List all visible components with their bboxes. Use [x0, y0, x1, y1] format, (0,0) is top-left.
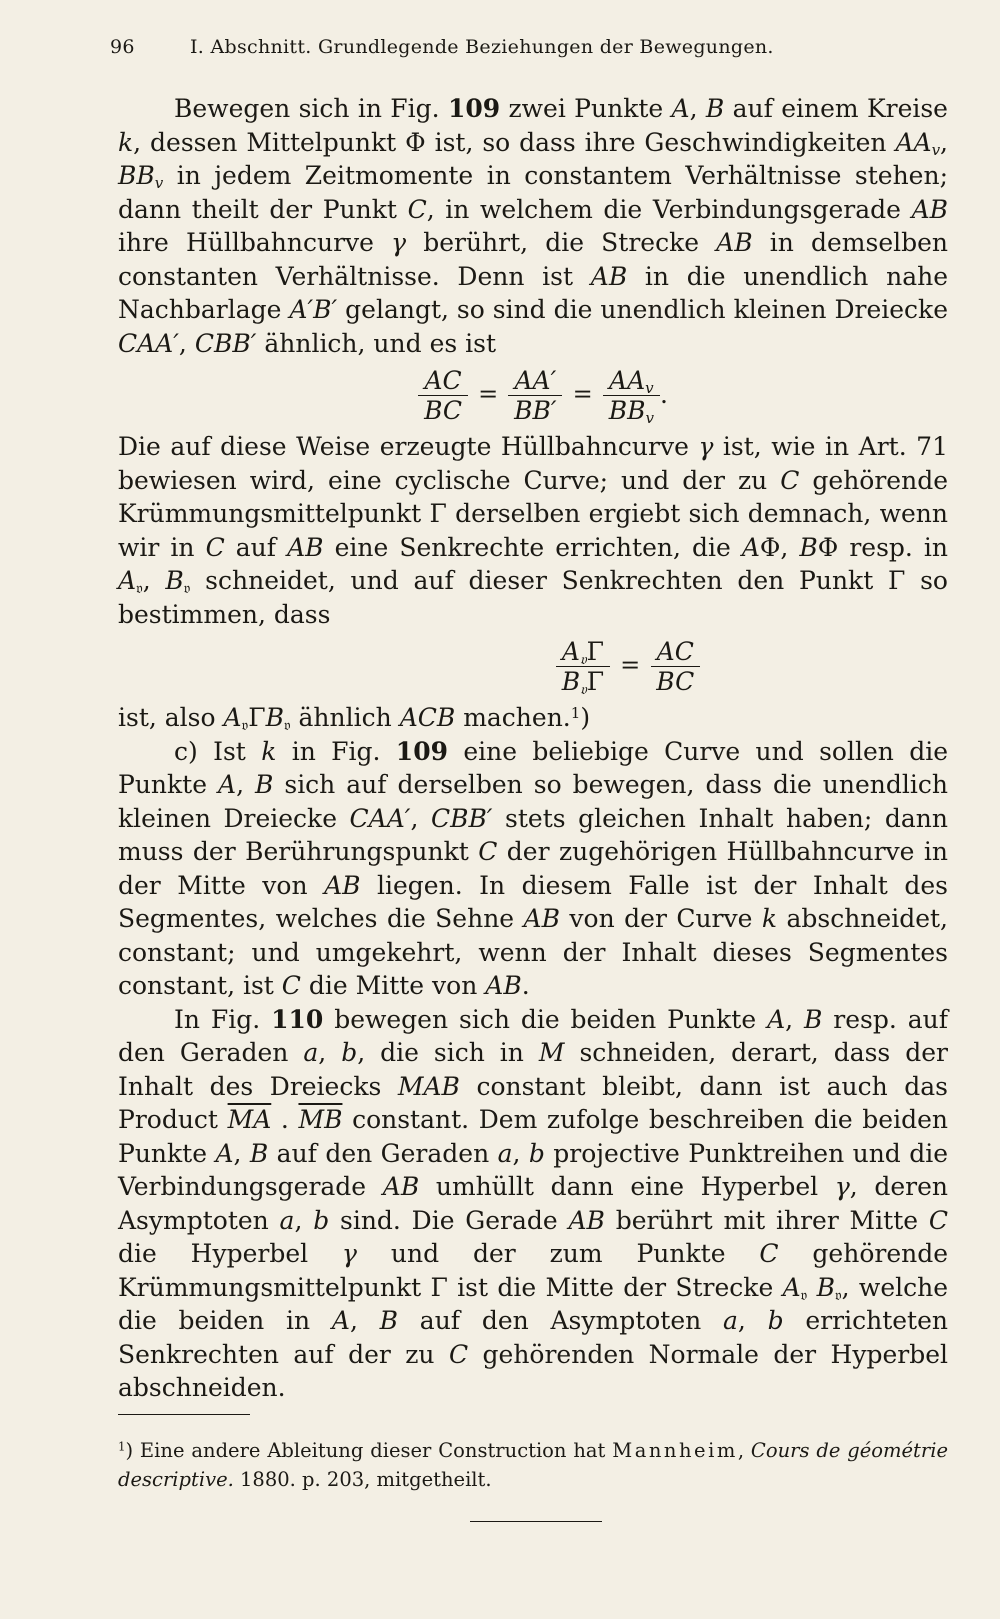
math: A: [118, 566, 137, 595]
footnote-divider: [118, 1414, 250, 1415]
formula-ratio-1: [118, 360, 948, 430]
math: B: [705, 94, 725, 123]
equals-sign: =: [620, 651, 641, 680]
numerator: AC: [651, 637, 700, 667]
text: ) Eine andere Ableitung dieser Construction hat: [125, 1439, 613, 1462]
text: constant. Dem zufolge beschreiben die beiden Punkte: [118, 1105, 948, 1168]
math: B: [379, 1306, 399, 1335]
text: liegen. In diesem Falle ist der Inhalt des Segmentes, welches die Sehne: [118, 870, 948, 933]
math-subscript: v: [154, 173, 164, 192]
math-subscript: 𝔳: [800, 1285, 808, 1304]
math: b: [341, 1038, 358, 1067]
text: die Mitte von: [300, 971, 486, 1000]
math: AB: [382, 1172, 420, 1201]
text: auf: [224, 532, 288, 562]
footnote-marker[interactable]: 1: [570, 703, 581, 722]
math: CAA′: [349, 803, 411, 833]
math: C: [759, 1239, 779, 1268]
math: AB: [568, 1205, 605, 1235]
text: , deren Asymptoten: [118, 1172, 949, 1235]
text: projective Punktreihen und die Verbindungsgerade: [118, 1138, 949, 1201]
text: ,: [233, 1138, 250, 1168]
math-subscript: 𝔳: [283, 715, 291, 734]
text: , die sich in: [357, 1038, 539, 1067]
math: a: [723, 1306, 738, 1335]
text: berührt, die Strecke: [406, 228, 717, 257]
math-subscript: 𝔳: [580, 679, 587, 698]
math: CBB′: [194, 328, 257, 358]
math: MAB: [397, 1071, 460, 1101]
text: ,: [318, 1038, 342, 1067]
period: .: [659, 380, 668, 410]
math: γ: [342, 1239, 357, 1268]
paragraph-5: [118, 1003, 948, 1405]
formula-ratio-2: [118, 631, 948, 701]
denominator: BB′: [514, 395, 557, 425]
numerator: AC: [418, 366, 467, 396]
text: umhüllt dann eine Hyperbel: [419, 1172, 835, 1201]
math: CAA′: [118, 328, 179, 358]
text: ihre Hüllbahncurve: [118, 228, 392, 257]
text: auf den Asymptoten: [398, 1306, 723, 1335]
running-header: [110, 36, 880, 58]
text: auf einem Kreise: [724, 94, 948, 123]
text: machen.: [455, 703, 571, 732]
text: Φ,: [759, 532, 800, 562]
text: ähnlich: [290, 703, 400, 732]
math: a: [303, 1038, 319, 1067]
math: C: [478, 837, 498, 866]
book-title: Cours de géométrie descriptive.: [118, 1439, 948, 1491]
math: M: [538, 1038, 565, 1067]
text: ähnlich, und es ist: [256, 328, 497, 358]
math: C: [780, 465, 800, 495]
math: AA: [609, 365, 646, 395]
text: und der zum Punkte: [357, 1239, 760, 1268]
text: in Fig.: [276, 736, 396, 766]
math: Γ: [586, 636, 604, 666]
math-subscript: 𝔳: [241, 715, 249, 734]
math: B: [165, 566, 184, 595]
paragraph-3: [118, 701, 948, 735]
math: $\overline{MA}$: [227, 1105, 272, 1134]
math: BB: [118, 161, 155, 190]
text: abschneidet, constant; und umgekehrt, wenn der Inhalt dieses Segmentes constant, ist: [118, 904, 948, 1000]
math: A: [741, 532, 760, 562]
text: ,: [785, 1004, 804, 1034]
math: B: [803, 1004, 823, 1034]
text: .: [271, 1105, 299, 1134]
text: ,: [410, 803, 431, 833]
math: $\overline{MB}$: [298, 1105, 343, 1134]
math: C: [281, 971, 301, 1000]
numerator: AA′: [508, 366, 562, 396]
text: ,: [236, 770, 255, 799]
text: sich auf derselben so bewegen, dass die unendlich kleinen Dreiecke: [118, 770, 948, 833]
math: Γ: [586, 666, 605, 696]
denominator: BC: [656, 666, 695, 696]
text: Bewegen sich in Fig.: [174, 94, 448, 123]
text: die Hyperbel: [118, 1239, 343, 1268]
math: b: [313, 1205, 330, 1235]
text: zwei Punkte: [500, 94, 672, 123]
running-title: I. Abschnitt. Grundlegende Beziehungen der Bewegungen.: [190, 36, 774, 58]
math: C: [407, 194, 427, 224]
math: AA: [895, 127, 932, 157]
math: CBB′: [430, 803, 493, 833]
math-subscript: v: [931, 140, 941, 159]
equals-sign: =: [572, 380, 593, 409]
denominator: BC: [424, 395, 463, 425]
math-subscript: v: [645, 408, 654, 427]
math: A: [215, 1138, 234, 1168]
text: eine Senkrechte errichten, die: [323, 532, 742, 562]
math-subscript: v: [645, 378, 654, 397]
text: , dessen Mittelpunkt Φ ist, so dass ihre Geschwindigkeiten: [133, 127, 896, 157]
text: ,: [178, 328, 195, 358]
math: a: [279, 1205, 295, 1235]
math: B: [799, 532, 818, 562]
text: stets gleichen Inhalt haben; dann muss der Berührungspunkt: [118, 803, 948, 866]
text: .: [521, 971, 530, 1000]
text: Φ resp. in: [817, 532, 948, 562]
denominator: [603, 396, 660, 425]
text: in demselben constanten Verhältnisse. Denn ist: [118, 228, 949, 291]
math: b: [767, 1306, 784, 1335]
math: A′B′: [289, 295, 338, 324]
math: A: [767, 1004, 786, 1034]
math: k: [261, 736, 277, 766]
math: A: [218, 770, 237, 799]
text: gehörenden Normale der Hyperbel abschneiden.: [118, 1339, 948, 1402]
paragraph-1: [118, 92, 948, 360]
math: A: [782, 1272, 801, 1302]
math: A: [331, 1306, 350, 1335]
math: A: [671, 94, 690, 123]
text: eine beliebige Curve und sollen die Punkte: [118, 736, 948, 799]
text: ,: [940, 127, 948, 157]
text: c) Ist: [174, 736, 262, 766]
text: ,: [142, 566, 166, 595]
text: In Fig.: [174, 1004, 272, 1034]
math: ACB: [399, 703, 456, 732]
text: errichteten Senkrechten auf der zu: [118, 1306, 948, 1369]
math: B: [816, 1272, 835, 1302]
math: AB: [485, 971, 522, 1000]
math: γ: [391, 228, 407, 257]
text: auf den Geraden: [268, 1138, 498, 1168]
math: C: [205, 532, 225, 562]
text: schneiden, derart, dass der Inhalt des Dreiecks: [118, 1038, 948, 1101]
fraction: [418, 366, 468, 425]
math: k: [761, 904, 778, 933]
paragraph-4: [118, 735, 948, 1003]
text: gehörende Krümmungsmittelpunkt Γ ist die Mitte der Strecke: [118, 1239, 949, 1302]
page-end-rule: [470, 1521, 602, 1522]
math: AB: [287, 532, 324, 562]
text: ist, wie in Art. 71 bewiesen wird, eine cyclische Curve; und der zu: [118, 432, 948, 495]
fraction: [556, 637, 610, 696]
text: , in welchem die Verbindungsgerade: [426, 194, 912, 224]
footnote: [118, 1436, 948, 1494]
text: ,: [689, 94, 706, 123]
fraction: [603, 366, 660, 425]
denominator: [556, 667, 610, 696]
author-name: Mannheim: [612, 1439, 738, 1462]
footnote-number: 1: [118, 1439, 126, 1454]
math: a: [497, 1138, 513, 1168]
math: AB: [324, 870, 361, 900]
figure-reference: 109: [395, 736, 448, 766]
math-subscript: 𝔳: [835, 1285, 842, 1304]
text: ,: [737, 1306, 768, 1335]
math: B: [561, 666, 581, 696]
fraction: [508, 366, 562, 425]
text: , welche die beiden in: [118, 1272, 949, 1335]
math: γ: [834, 1172, 850, 1201]
math: AB: [590, 261, 628, 291]
footnote-marker-paren: ): [580, 703, 591, 732]
math: k: [118, 127, 134, 157]
equals-sign: =: [478, 380, 499, 409]
math-subscript: 𝔳: [136, 578, 143, 597]
fraction: [650, 637, 700, 696]
text: constant bleibt, dann ist auch das Product: [118, 1071, 948, 1134]
text: ,: [294, 1205, 314, 1235]
math: AB: [911, 194, 948, 224]
text: ,: [512, 1138, 529, 1168]
text: ,: [737, 1439, 751, 1462]
math: B: [265, 703, 284, 732]
text: der zugehörigen Hüllbahncurve in der Mitte von: [118, 837, 948, 900]
page-body: [118, 92, 948, 1405]
figure-reference: 110: [271, 1004, 324, 1034]
math: C: [928, 1205, 948, 1235]
math: A: [223, 703, 242, 732]
text: berührt mit ihrer Mitte: [604, 1205, 929, 1235]
text: bewegen sich die beiden Punkte: [323, 1004, 768, 1034]
text: 1880. p. 203, mitgetheilt.: [233, 1468, 492, 1491]
figure-reference: 109: [447, 94, 501, 123]
text: in die unendlich nahe Nachbarlage: [118, 261, 949, 324]
paragraph-2: [118, 430, 948, 631]
math: C: [448, 1339, 469, 1369]
math: AB: [523, 904, 560, 933]
math: AB: [716, 228, 753, 257]
math: A: [561, 636, 580, 666]
numerator: [556, 637, 610, 667]
text: sind. Die Gerade: [329, 1205, 569, 1235]
text: von der Curve: [559, 904, 762, 933]
text: ,: [349, 1306, 380, 1335]
math-subscript: 𝔳: [183, 578, 191, 597]
page-number: 96: [110, 36, 135, 58]
math: B: [255, 770, 274, 799]
text: gehörende Krümmungsmittelpunkt Γ derselben ergiebt sich demnach, wenn wir in: [118, 465, 948, 562]
math-subscript: 𝔳: [579, 649, 587, 668]
math: γ: [698, 432, 714, 461]
text: resp. auf den Geraden: [118, 1004, 948, 1067]
text: in jedem Zeitmomente in constantem Verhältnisse stehen; dann theilt der Punkt: [118, 161, 948, 224]
numerator: [603, 366, 660, 396]
math: B: [249, 1138, 269, 1168]
text: schneidet, und auf dieser Senkrechten den Punkt Γ so bestimmen, dass: [118, 566, 948, 629]
math: BB: [608, 395, 646, 425]
text: ist, also: [118, 703, 224, 732]
math: Γ: [248, 703, 266, 732]
text: [807, 1273, 816, 1302]
text: gelangt, so sind die unendlich kleinen Dreiecke: [337, 295, 948, 324]
math: b: [528, 1138, 545, 1168]
text: Die auf diese Weise erzeugte Hüllbahncurve: [118, 432, 699, 461]
